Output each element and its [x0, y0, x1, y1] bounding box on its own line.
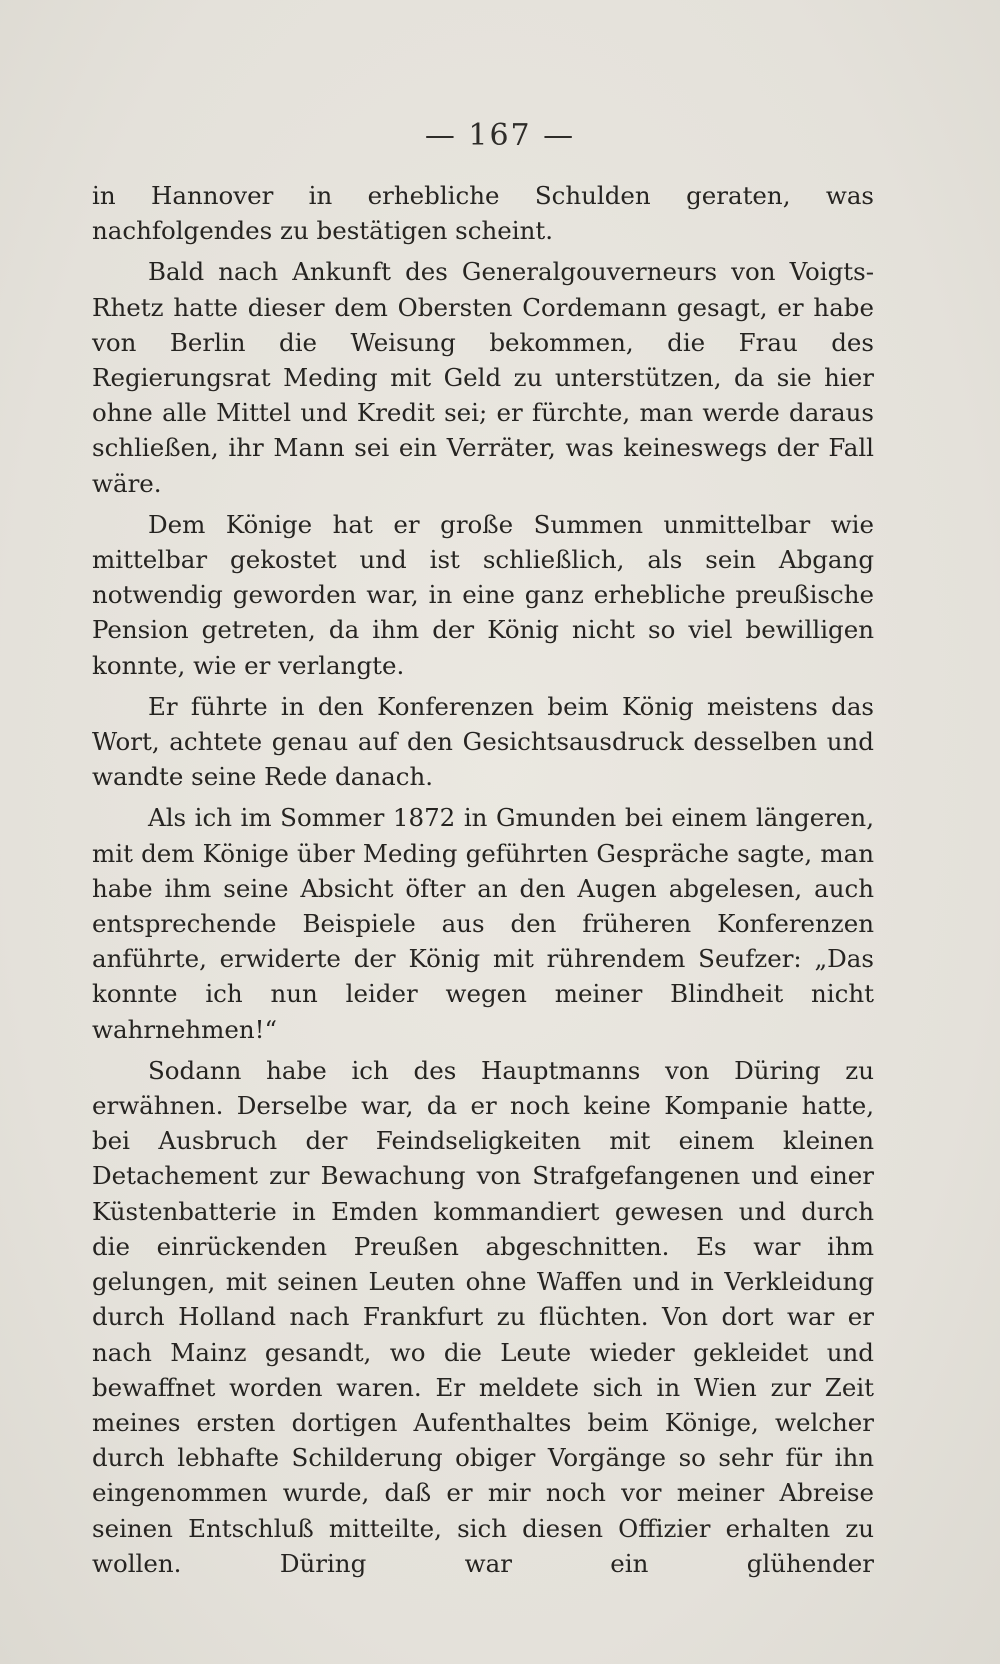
- paragraph-6: Sodann habe ich des Hauptmanns von Düring zu erwähnen. Derselbe war, da er noch keine Kompanie hatte, bei Ausbruch der Feindseligkeiten mit einem kleinen Detachement zur Bewachung von Strafgefangenen und einer Küstenbatterie in Emden kommandiert gewesen und durch die einrückenden Preußen abgeschnitten. Es war ihm gelungen, mit seinen Leuten ohne Waffen und in Verkleidung durch Holland nach Frankfurt zu flüchten. Von dort war er nach Mainz gesandt, wo die Leute wieder gekleidet und bewaffnet worden waren. Er meldete sich in Wien zur Zeit meines ersten dortigen Aufenthaltes beim Könige, welcher durch lebhafte Schilderung obiger Vorgänge so sehr für ihn eingenommen wurde, daß er mir noch vor meiner Abreise seinen Entschluß mitteilte, sich diesen Offizier erhalten zu wollen. Düring war ein glühender: [92, 1055, 874, 1578]
- paragraph-4: Er führte in den Konferenzen beim König meistens das Wort, achtete genau auf den Gesichtsausdruck desselben und wandte seine Rede danach.: [92, 691, 874, 792]
- page-number: — 167 —: [424, 118, 576, 153]
- paragraph-2: Bald nach Ankunft des Generalgouverneurs von Voigts-Rhetz hatte dieser dem Obersten Cordemann gesagt, er habe von Berlin die Weisung bekommen, die Frau des Regierungsrat Meding mit Geld zu unterstützen, da sie hier ohne alle Mittel und Kredit sei; er fürchte, man werde daraus schließen, ihr Mann sei ein Verräter, was keineswegs der Fall wäre.: [92, 257, 874, 498]
- paragraph-3: Dem Könige hat er große Summen unmittelbar wie mittelbar gekostet und ist schließlich, als sein Abgang notwendig geworden war, in eine ganz erhebliche preußische Pension getreten, da ihm der König nicht so viel bewilligen konnte, wie er verlangte.: [92, 509, 874, 680]
- paragraph-1: in Hannover in erhebliche Schulden geraten, was nachfolgendes zu bestätigen scheint.: [92, 181, 874, 246]
- body-text: [92, 178, 874, 1587]
- paragraph-5: Als ich im Sommer 1872 in Gmunden bei einem längeren, mit dem Könige über Meding geführten Gespräche sagte, man habe ihm seine Absicht öfter an den Augen abgelesen, auch entsprechende Beispiele aus den früheren Konferenzen anführte, erwiderte der König mit rührendem Seufzer: „Das konnte ich nun leider wegen meiner Blindheit nicht wahrnehmen!“: [92, 803, 874, 1044]
